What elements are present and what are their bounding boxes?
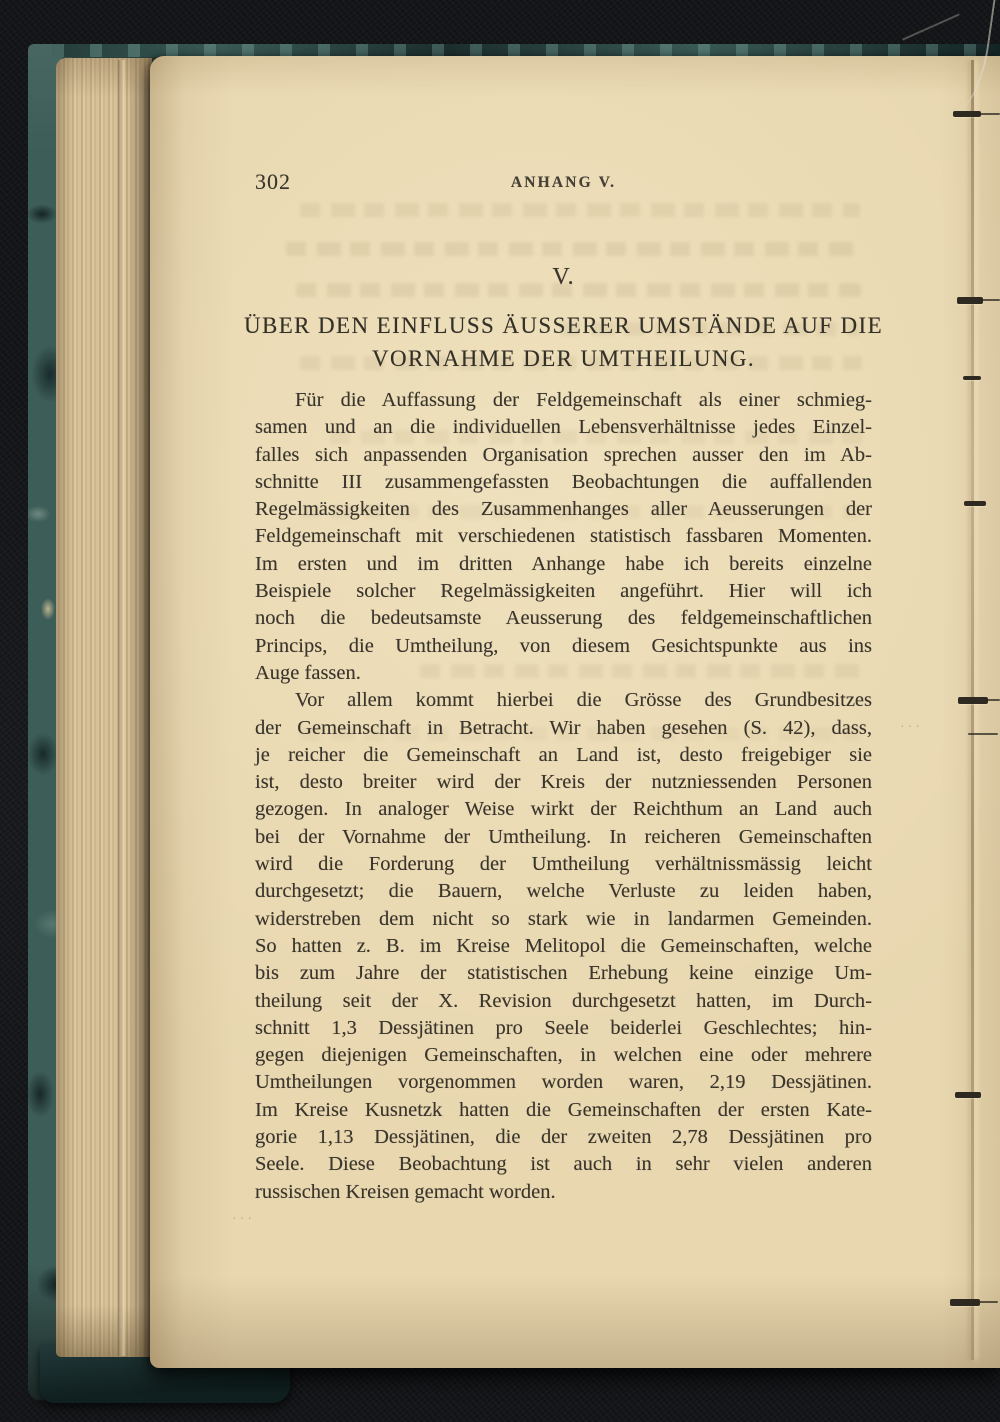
- text-line: Für die Auffassung der Feldgemeinschaft als einer schmieg-: [295, 389, 872, 411]
- text-line: wird die Forderung der Umtheilung verhältnissmässig leicht: [255, 853, 872, 876]
- text-line: schnitt 1,3 Dessjätinen pro Seele beiderlei Geschlechtes; hin-: [255, 1016, 872, 1039]
- text-line: Im ersten und im dritten Anhange habe ich bereits einzelne: [255, 552, 872, 575]
- text-line: russischen Kreisen gemacht worden.: [255, 1180, 556, 1203]
- chapter-title-line: ÜBER DEN EINFLUSS ÄUSSERER UMSTÄNDE AUF DIE: [243, 313, 884, 338]
- bleed-through-line: [300, 203, 860, 217]
- bleed-through-line: [286, 242, 861, 256]
- text-line: Auge fassen.: [255, 661, 361, 684]
- stitch-thread: [984, 699, 1000, 701]
- text-line: gorie 1,13 Dessjätinen, die der zweiten 2,78 Dessjätinen pro: [255, 1126, 872, 1149]
- text-line: Vor allem kommt hierbei die Grösse des Grundbesitzes: [295, 689, 872, 712]
- page-number: 302: [255, 169, 291, 194]
- stitch-mark: [963, 376, 981, 380]
- text-line: Regelmässigkeiten des Zusammenhanges aller Aeusserungen der: [255, 498, 872, 521]
- text-line: ist, desto breiter wird der Kreis der nutzniessenden Personen: [255, 771, 872, 794]
- section-numeral: V.: [552, 264, 575, 290]
- stitch-thread: [968, 733, 998, 735]
- running-header: ANHANG V.: [510, 174, 617, 191]
- text-line: Seele. Diese Beobachtung ist auch in sehr vielen anderen: [255, 1153, 872, 1176]
- text-line: bis zum Jahre der statistischen Erhebung keine einzige Um-: [255, 962, 872, 985]
- stitch-mark: [957, 297, 983, 304]
- text-line: falles sich anpassenden Organisation sprechen ausser den im Ab-: [255, 443, 872, 466]
- text-line: der Gemeinschaft in Betracht. Wir haben gesehen (S. 42), dass,: [255, 716, 872, 739]
- text-line: So hatten z. B. im Kreise Melitopol die Gemeinschaften, welche: [255, 934, 872, 957]
- text-line: gegen diejenigen Gemeinschaften, in welchen eine oder mehrere: [255, 1044, 872, 1067]
- stitch-thread: [980, 299, 1000, 301]
- text-line: noch die bedeutsamste Aeusserung des feldgemeinschaftlichen: [255, 607, 872, 630]
- stitch-mark: [953, 111, 981, 117]
- text-line: Umtheilungen vorgenommen worden waren, 2,19 Dessjätinen.: [255, 1071, 872, 1094]
- chapter-title-line: VORNAHME DER UMTHEILUNG.: [371, 345, 756, 371]
- chapter-title: [243, 310, 884, 375]
- fold-crease: [971, 60, 974, 1360]
- body-text: [255, 387, 872, 1206]
- page-stack-split-line: [118, 60, 126, 1356]
- text-line: Im Kreise Kusnetzk hatten die Gemeinschaften der ersten Kate-: [255, 1098, 872, 1121]
- stitch-thread: [976, 1301, 998, 1303]
- text-line: samen und an die individuellen Lebensverhältnisse jedes Einzel-: [255, 416, 872, 439]
- smudge-dots: ···: [900, 720, 923, 735]
- text-line: durchgesetzt; die Bauern, welche Verluste zu leiden haben,: [255, 880, 872, 903]
- text-line: schnitte III zusammengefassten Beobachtungen die auffallenden: [255, 470, 872, 493]
- text-line: bei der Vornahme der Umtheilung. In reicheren Gemeinschaften: [255, 825, 872, 848]
- page-stack-fore-edge: [56, 58, 152, 1357]
- text-line: Feldgemeinschaft mit verschiedenen statistisch fassbaren Momenten.: [255, 525, 872, 548]
- stitch-mark: [955, 1092, 981, 1098]
- smudge-dots: ···: [232, 1212, 255, 1227]
- text-line: Princips, die Umtheilung, von diesem Gesichtspunkte aus ins: [255, 634, 872, 657]
- text-line: gezogen. In analoger Weise wirkt der Reichthum an Land auch: [255, 798, 872, 821]
- stitch-thread: [978, 113, 1000, 115]
- text-line: Beispiele solcher Regelmässigkeiten angeführt. Hier will ich: [255, 580, 872, 603]
- stitch-mark: [964, 501, 986, 506]
- text-line: je reicher die Gemeinschaft an Land ist, desto freigebiger sie: [255, 743, 872, 766]
- text-line: widerstreben dem nicht so stark wie in landarmen Gemeinden.: [255, 907, 872, 930]
- text-line: theilung seit der X. Revision durchgesetzt hatten, im Durch-: [255, 989, 872, 1012]
